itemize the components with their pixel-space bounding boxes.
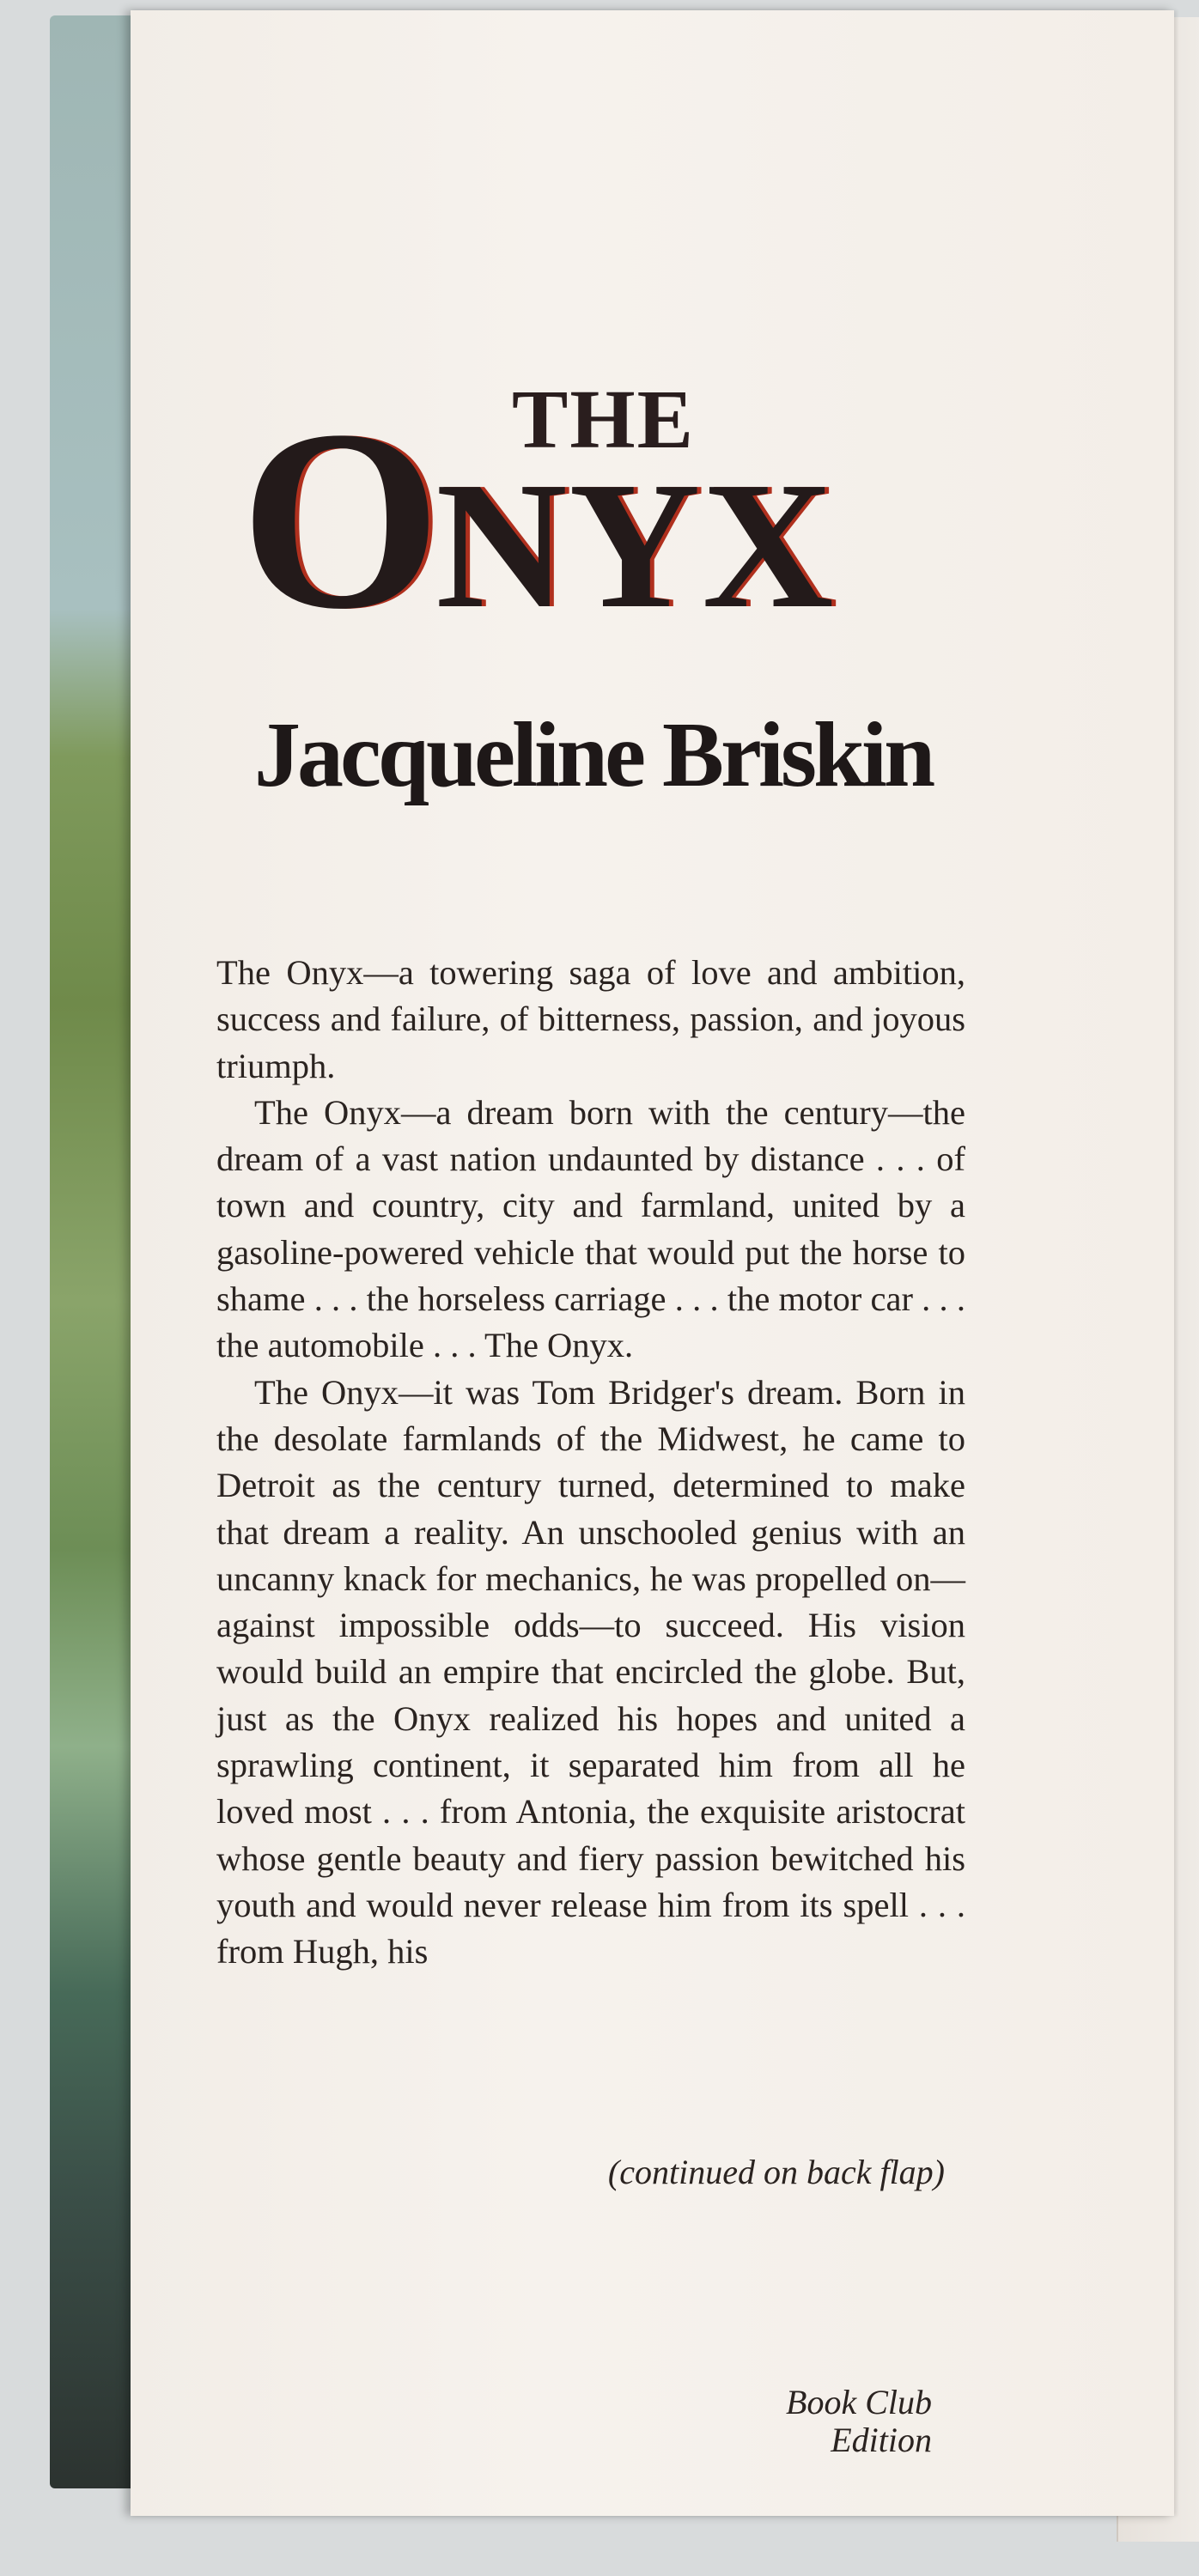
edition-label: [670, 2384, 932, 2459]
edition-line: Book Club: [786, 2383, 932, 2421]
title-initial: O: [240, 377, 436, 662]
title-rest: NYX: [435, 444, 836, 646]
edition-line: Edition: [831, 2421, 932, 2459]
blurb-paragraph: The Onyx—it was Tom Bridger's dream. Born in the desolate farmlands of the Midwest, he came to Detroit as the century turned, determined to make that dream a reality. An unschooled genius with an uncanny knack for mechanics, he was propelled on—against impossible odds—to succeed. His vision would build an empire that encircled the globe. But, just as the Onyx realized his hopes and united a sprawling continent, it separated him from all he loved most . . . from Antonia, the exquisite aristocrat whose gentle beauty and fiery passion bewitched his youth and would never release him from its spell . . . from Hugh, his: [216, 1372, 965, 1971]
flap-blurb: [216, 950, 965, 1976]
title-article: THE: [512, 374, 695, 466]
book-title: [240, 377, 836, 662]
author-name: Jacqueline Briskin: [254, 704, 933, 806]
blurb-paragraph: The Onyx—a towering saga of love and ambition, success and failure, of bitterness, passion, and joyous triumph.: [216, 953, 965, 1085]
continued-note: (continued on back flap): [607, 2153, 945, 2191]
blurb-paragraph: The Onyx—a dream born with the century—the dream of a vast nation undaunted by distance . . . of town and country, city and farmland, united by a gasoline-powered vehicle that would put the horse to shame . . . the horseless carriage . . . the motor car . . . the automobile . . . The Onyx.: [216, 1092, 965, 1365]
